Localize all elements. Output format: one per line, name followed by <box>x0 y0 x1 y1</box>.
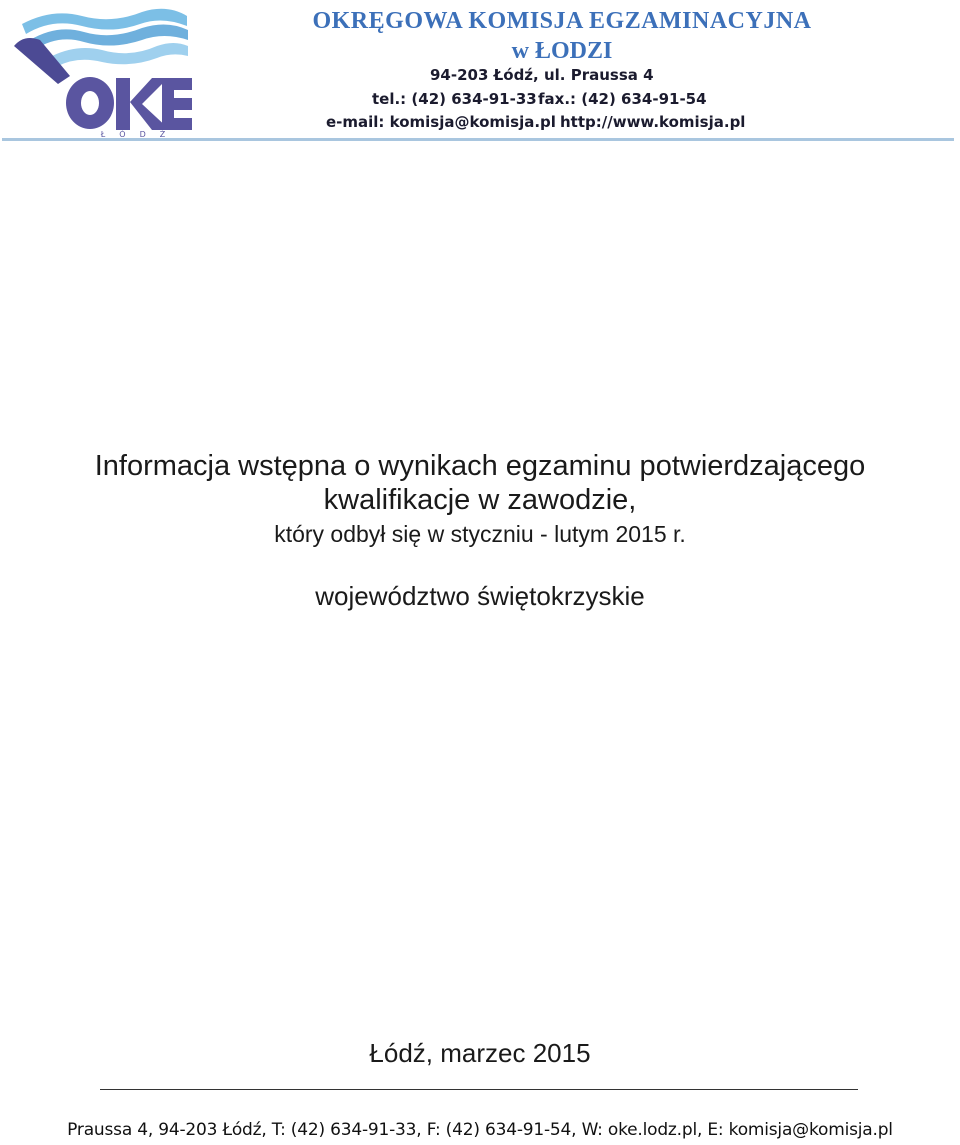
letterhead <box>2 2 954 141</box>
org-email[interactable]: e-mail: komisja@komisja.pl <box>326 113 556 131</box>
footer-contact: Praussa 4, 94-203 Łódź, T: (42) 634-91-33, F: (42) 634-91-54, W: oke.lodz.pl, E: komisja@komisja.pl <box>67 1120 893 1140</box>
org-website[interactable]: http://www.komisja.pl <box>560 113 746 131</box>
title-line-2: kwalifikacje w zawodzie, <box>323 484 637 516</box>
title-line-3: który odbył się w styczniu - lutym 2015 r. <box>274 521 686 547</box>
footer-divider <box>100 1089 858 1090</box>
org-city: w ŁODZI <box>511 38 613 64</box>
org-heading <box>252 6 872 66</box>
logo-subtext: ŁÓDŹ <box>100 130 180 138</box>
oke-logo <box>12 6 194 138</box>
org-address: 94-203 Łódź, ul. Praussa 4 <box>430 66 654 84</box>
title-line-1: Informacja wstępna o wynikach egzaminu potwierdzającego <box>94 450 866 482</box>
place-date: Łódź, marzec 2015 <box>369 1038 591 1068</box>
org-name: OKRĘGOWA KOMISJA EGZAMINACYJNA <box>312 8 812 34</box>
org-tel: tel.: (42) 634-91-33 <box>372 90 537 108</box>
region: województwo świętokrzyskie <box>315 581 645 611</box>
org-fax: fax.: (42) 634-91-54 <box>538 90 707 108</box>
